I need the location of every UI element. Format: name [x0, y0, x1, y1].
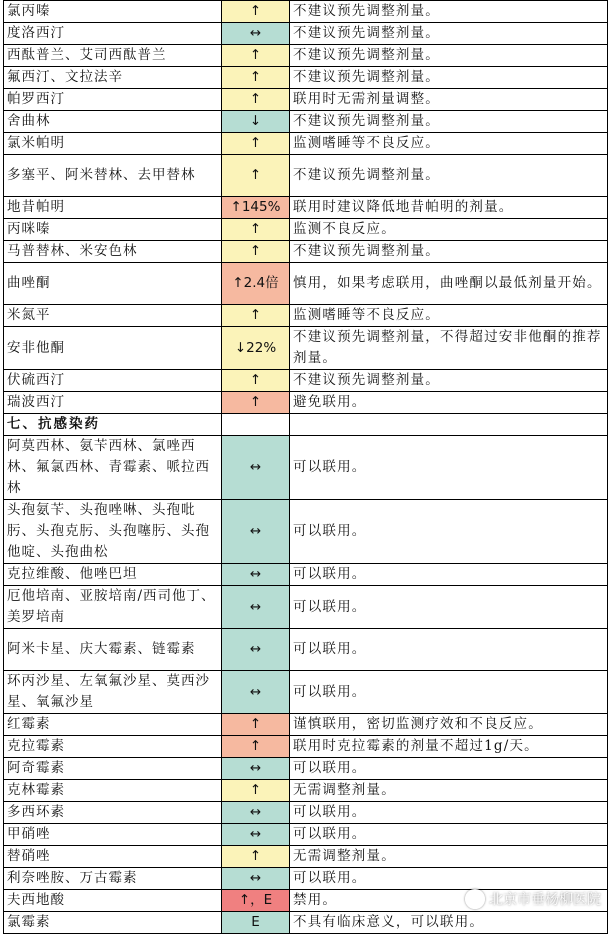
advice-cell: 不建议预先调整剂量。 [290, 67, 608, 89]
effect-cell: ↑ [222, 67, 290, 89]
drug-name-cell: 马普替林、米安色林 [4, 241, 222, 263]
drug-name-cell: 氯霉素 [4, 912, 222, 934]
table-row [4, 1, 608, 23]
table-row [4, 629, 608, 671]
advice-cell [290, 414, 608, 436]
drug-name-cell: 厄他培南、亚胺培南/西司他丁、美罗培南 [4, 586, 222, 629]
drug-name-cell: 多塞平、阿米替林、去甲替林 [4, 155, 222, 197]
drug-name-cell: 度洛西汀 [4, 23, 222, 45]
advice-cell: 联用时克拉霉素的剂量不超过1g/天。 [290, 736, 608, 758]
effect-cell: ↑ [222, 392, 290, 414]
drug-name-cell: 瑞波西汀 [4, 392, 222, 414]
advice-cell: 联用时无需剂量调整。 [290, 89, 608, 111]
drug-name-cell: 米氮平 [4, 305, 222, 327]
table-row [4, 197, 608, 219]
advice-cell: 监测嗜睡等不良反应。 [290, 305, 608, 327]
table-row [4, 758, 608, 780]
effect-cell: ↔ [222, 671, 290, 714]
drug-interaction-table [3, 0, 608, 934]
table-row [4, 23, 608, 45]
drug-name-cell: 克拉维酸、他唑巴坦 [4, 564, 222, 586]
drug-name-cell: 舍曲林 [4, 111, 222, 133]
table-row [4, 133, 608, 155]
table-row [4, 392, 608, 414]
drug-name-cell: 阿奇霉素 [4, 758, 222, 780]
effect-cell: ↓22% [222, 327, 290, 370]
effect-cell: ↑ [222, 241, 290, 263]
advice-cell: 联用时建议降低地昔帕明的剂量。 [290, 197, 608, 219]
table-row [4, 564, 608, 586]
drug-name-cell: 多西环素 [4, 802, 222, 824]
advice-cell: 不建议预先调整剂量，不得超过安非他酮的推荐剂量。 [290, 327, 608, 370]
table-row [4, 714, 608, 736]
drug-name-cell: 氯米帕明 [4, 133, 222, 155]
effect-cell: ↑ [222, 155, 290, 197]
table-row [4, 802, 608, 824]
section-title: 七、抗感染药 [4, 414, 222, 436]
table-row [4, 219, 608, 241]
advice-cell: 监测嗜睡等不良反应。 [290, 133, 608, 155]
drug-name-cell: 环丙沙星、左氧氟沙星、莫西沙星、氧氟沙星 [4, 671, 222, 714]
drug-name-cell: 克林霉素 [4, 780, 222, 802]
table-row [4, 780, 608, 802]
drug-name-cell: 氟西汀、文拉法辛 [4, 67, 222, 89]
advice-cell: 可以联用。 [290, 824, 608, 846]
table-row [4, 327, 608, 370]
drug-name-cell: 丙咪嗪 [4, 219, 222, 241]
effect-cell: ↑2.4倍 [222, 263, 290, 305]
table-row [4, 67, 608, 89]
table-row [4, 500, 608, 564]
table-row [4, 89, 608, 111]
effect-cell: ↔ [222, 629, 290, 671]
drug-name-cell: 夫西地酸 [4, 890, 222, 912]
advice-cell: 可以联用。 [290, 758, 608, 780]
table-row [4, 868, 608, 890]
drug-name-cell: 曲唑酮 [4, 263, 222, 305]
drug-name-cell: 帕罗西汀 [4, 89, 222, 111]
effect-cell: ↑ [222, 45, 290, 67]
effect-cell: ↑ [222, 133, 290, 155]
table-row [4, 155, 608, 197]
table-row [4, 736, 608, 758]
advice-cell: 禁用。 [290, 890, 608, 912]
table-row [4, 846, 608, 868]
effect-cell: ↑ [222, 1, 290, 23]
drug-name-cell: 利奈唑胺、万古霉素 [4, 868, 222, 890]
drug-name-cell: 头孢氨苄、头孢唑啉、头孢吡肟、头孢克肟、头孢噻肟、头孢他啶、头孢曲松 [4, 500, 222, 564]
effect-cell: ↔ [222, 586, 290, 629]
watermark-text: 北京市垂杨柳医院 [489, 892, 601, 908]
effect-cell: ↑ [222, 305, 290, 327]
effect-cell: ↔ [222, 436, 290, 500]
table-row [4, 111, 608, 133]
table-row [4, 824, 608, 846]
drug-name-cell: 氯丙嗪 [4, 1, 222, 23]
advice-cell: 不建议预先调整剂量。 [290, 1, 608, 23]
effect-cell: ↔ [222, 824, 290, 846]
drug-name-cell: 地昔帕明 [4, 197, 222, 219]
effect-cell: ↑ [222, 846, 290, 868]
drug-name-cell: 克拉霉素 [4, 736, 222, 758]
table-row [4, 45, 608, 67]
advice-cell: 慎用，如果考虑联用，曲唑酮以最低剂量开始。 [290, 263, 608, 305]
effect-cell: ↔ [222, 802, 290, 824]
table-body [4, 1, 608, 934]
advice-cell: 可以联用。 [290, 629, 608, 671]
advice-cell: 不建议预先调整剂量。 [290, 155, 608, 197]
effect-cell: ↑145% [222, 197, 290, 219]
drug-name-cell: 阿米卡星、庆大霉素、链霉素 [4, 629, 222, 671]
effect-cell: ↔ [222, 500, 290, 564]
effect-cell [222, 414, 290, 436]
effect-cell: ↔ [222, 868, 290, 890]
advice-cell: 可以联用。 [290, 868, 608, 890]
table-row [4, 436, 608, 500]
table-row [4, 912, 608, 934]
effect-cell: ↑ [222, 714, 290, 736]
effect-cell: ↓ [222, 111, 290, 133]
table-row [4, 586, 608, 629]
advice-cell: 不建议预先调整剂量。 [290, 23, 608, 45]
advice-cell: 可以联用。 [290, 500, 608, 564]
effect-cell: ↑ [222, 219, 290, 241]
effect-cell: E [222, 912, 290, 934]
effect-cell: ↔ [222, 23, 290, 45]
effect-cell: ↑，E [222, 890, 290, 912]
section-header-row [4, 414, 608, 436]
advice-cell: 可以联用。 [290, 671, 608, 714]
advice-cell: 可以联用。 [290, 802, 608, 824]
table-row [4, 305, 608, 327]
advice-cell: 不具有临床意义，可以联用。 [290, 912, 608, 934]
drug-name-cell: 甲硝唑 [4, 824, 222, 846]
advice-cell: 可以联用。 [290, 586, 608, 629]
table-row [4, 241, 608, 263]
table-row [4, 671, 608, 714]
advice-cell: 谨慎联用，密切监测疗效和不良反应。 [290, 714, 608, 736]
advice-cell: 不建议预先调整剂量。 [290, 111, 608, 133]
table-row [4, 370, 608, 392]
effect-cell: ↔ [222, 564, 290, 586]
advice-cell: 无需调整剂量。 [290, 780, 608, 802]
effect-cell: ↔ [222, 758, 290, 780]
advice-cell: 监测不良反应。 [290, 219, 608, 241]
advice-cell: 避免联用。 [290, 392, 608, 414]
advice-cell: 不建议预先调整剂量。 [290, 45, 608, 67]
table-row [4, 890, 608, 912]
advice-cell: 可以联用。 [290, 564, 608, 586]
drug-name-cell: 安非他酮 [4, 327, 222, 370]
drug-name-cell: 红霉素 [4, 714, 222, 736]
advice-cell: 不建议预先调整剂量。 [290, 241, 608, 263]
effect-cell: ↑ [222, 370, 290, 392]
drug-name-cell: 阿莫西林、氨苄西林、氯唑西林、氟氯西林、青霉素、哌拉西林 [4, 436, 222, 500]
effect-cell: ↑ [222, 736, 290, 758]
advice-cell: 无需调整剂量。 [290, 846, 608, 868]
drug-name-cell: 替硝唑 [4, 846, 222, 868]
effect-cell: ↑ [222, 89, 290, 111]
advice-cell: 不建议预先调整剂量。 [290, 370, 608, 392]
drug-name-cell: 西酞普兰、艾司西酞普兰 [4, 45, 222, 67]
effect-cell: ↑ [222, 780, 290, 802]
table-row [4, 263, 608, 305]
advice-cell: 可以联用。 [290, 436, 608, 500]
drug-name-cell: 伏硫西汀 [4, 370, 222, 392]
